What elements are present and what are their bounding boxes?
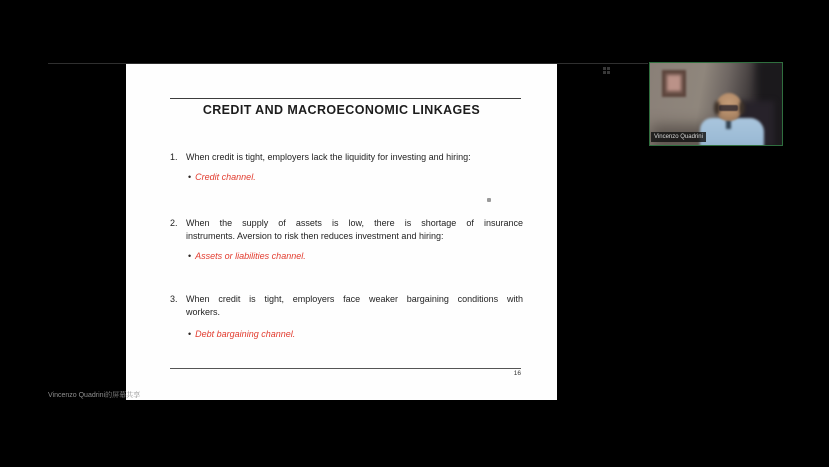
person-shirt [700,118,764,146]
item-number: 3. [170,294,178,304]
mouse-cursor-icon [487,198,491,202]
person-hair-right [739,101,745,115]
participant-name-badge: Vincenzo Quadrini [651,132,706,142]
picture-frame-art [667,75,681,91]
item-text: When the supply of assets is low, there is shortage of insurance [186,218,523,228]
bullet-icon: • [188,172,192,182]
slide-bullet-3 [188,328,295,340]
screen-share-status-label: Vincenzo Quadrini的屏幕共享 [48,392,141,399]
bullet-icon: • [188,329,192,339]
item-text: When credit is tight, employers face weaker bargaining conditions with [186,294,523,304]
item-text: workers. [186,307,221,317]
slide-bullet-2 [188,250,306,262]
page-number: 16 [513,370,521,377]
shared-slide [126,64,557,400]
slide-item-1 [170,151,523,164]
grid-icon [603,67,611,75]
title-divider [170,98,521,99]
bullet-icon: • [188,251,192,261]
footer-divider [170,368,521,369]
slide-item-2 [170,217,523,243]
slide-title: CREDIT AND MACROECONOMIC LINKAGES [202,103,481,117]
person-glasses [719,105,738,111]
bullet-text: Assets or liabilities channel. [195,251,306,261]
bullet-text: Debt bargaining channel. [195,329,296,339]
slide-bullet-1 [188,171,256,183]
bullet-text: Credit channel. [195,172,256,182]
item-text: When credit is tight, employers lack the liquidity for investing and hiring: [186,152,471,162]
slide-item-3 [170,293,523,319]
item-number: 1. [170,152,178,162]
item-number: 2. [170,218,178,228]
webcam-video-tile[interactable] [649,62,783,146]
item-text: instruments. Aversion to risk then reduces investment and hiring: [186,231,444,241]
